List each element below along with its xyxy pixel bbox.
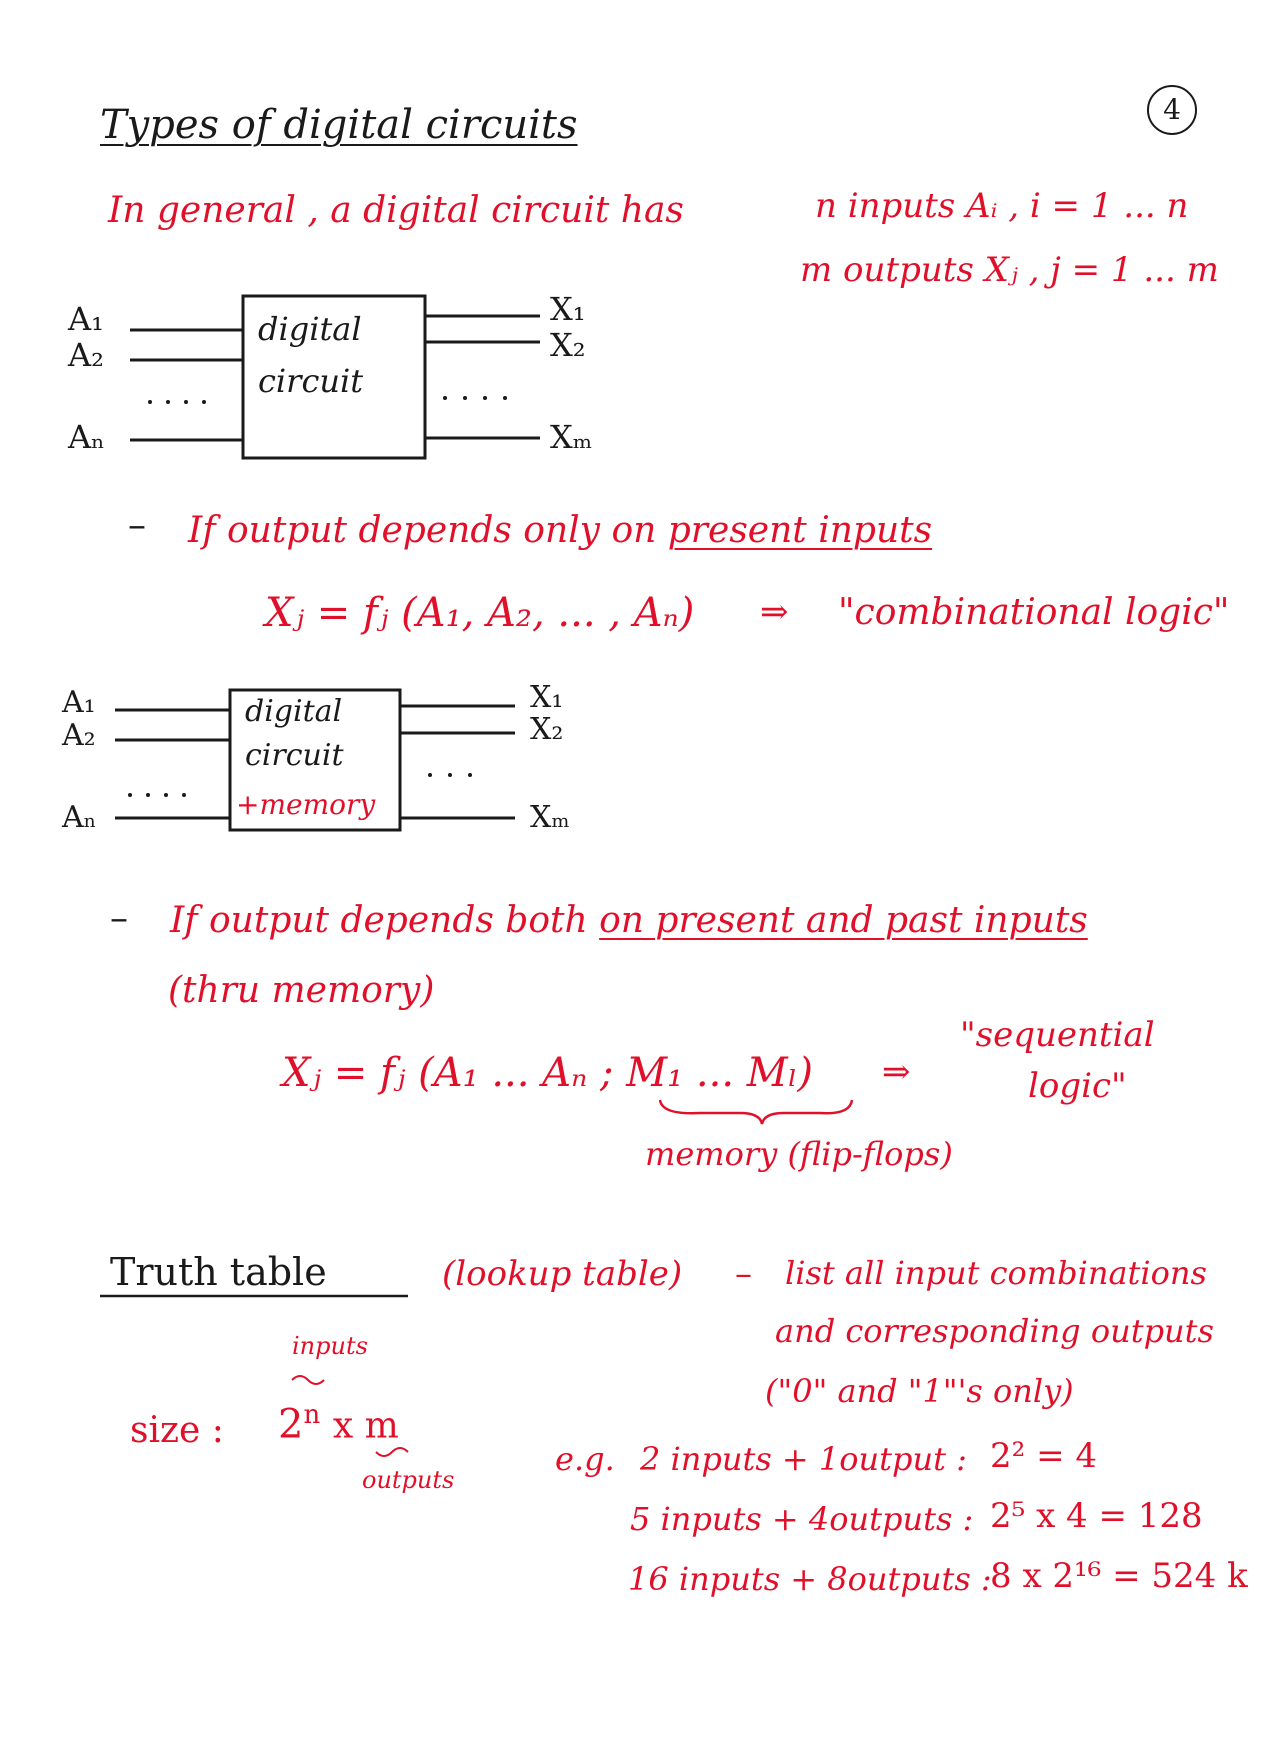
sequential-name-line2: logic" — [1028, 1066, 1127, 1106]
truth-table-desc-line1: list all input combinations — [785, 1254, 1207, 1292]
diagram1-box-line1: digital — [258, 310, 362, 348]
sequential-dash: – — [110, 898, 128, 939]
diagram2-box-line2: circuit — [245, 738, 344, 773]
combinational-statement — [188, 510, 932, 551]
example-case-2: 5 inputs + 4outputs : — [630, 1500, 974, 1538]
outputs-note: m outputs Xⱼ , j = 1 ... m — [800, 250, 1219, 290]
memory-brace-label: memory (flip-flops) — [645, 1135, 953, 1173]
sequential-lead: If output depends both — [170, 900, 600, 941]
diagram2-output-xm: Xₘ — [530, 800, 570, 835]
note-inputs: inputs — [292, 1332, 368, 1360]
diagram2-input-a1: A₁ — [62, 685, 96, 720]
diagram1-output-x2: X₂ — [550, 326, 586, 364]
truth-table-desc-line3: ("0" and "1"'s only) — [765, 1372, 1074, 1410]
diagram1-input-a2: A₂ — [68, 336, 104, 374]
size-exponent: n — [303, 1400, 321, 1430]
inputs-note: n inputs Aᵢ , i = 1 ... n — [815, 186, 1189, 226]
sequential-arrow: ⇒ — [882, 1052, 911, 1092]
page-number: 4 — [1147, 85, 1197, 135]
diagram2-input-a2: A₂ — [62, 718, 96, 753]
example-lead: e.g. — [555, 1440, 615, 1478]
sequential-underlined: on present and past inputs — [599, 900, 1088, 941]
example-calc-2: 2⁵ x 4 = 128 — [990, 1496, 1203, 1536]
example-case-1: 2 inputs + 1output : — [640, 1440, 967, 1478]
combinational-formula: Xⱼ = fⱼ (A₁, A₂, ... , Aₙ) — [265, 590, 695, 636]
diagram2-box-line1: digital — [245, 694, 343, 729]
diagram2-input-an: Aₙ — [62, 800, 97, 835]
example-case-3: 16 inputs + 8outputs : — [628, 1560, 992, 1598]
memory-brace — [660, 1100, 852, 1124]
truth-table-dash: – — [735, 1254, 752, 1294]
combinational-underlined: present inputs — [667, 510, 933, 551]
diagram2-box-memory: +memory — [236, 788, 376, 821]
size-times: x m — [332, 1405, 399, 1447]
combinational-dash: – — [128, 505, 146, 546]
sequential-formula: Xⱼ = fⱼ (A₁ ... Aₙ ; M₁ ... Mₗ) — [282, 1050, 814, 1096]
diagram2-output-x1: X₁ — [530, 680, 564, 715]
note-outputs: outputs — [362, 1466, 455, 1494]
diagram1-box-line2: circuit — [258, 362, 364, 400]
combinational-arrow: ⇒ — [760, 592, 789, 632]
diagram1-input-an: Aₙ — [68, 418, 105, 456]
size-label: size : — [130, 1410, 224, 1451]
example-calc-1: 2² = 4 — [990, 1436, 1097, 1476]
size-formula — [278, 1400, 399, 1447]
example-calc-3: 8 x 2¹⁶ = 524 k — [990, 1556, 1248, 1596]
sequential-name-line1: "sequential — [960, 1015, 1155, 1055]
sequential-statement — [170, 900, 1088, 941]
truth-table-paren: (lookup table) — [442, 1254, 683, 1294]
combinational-lead: If output depends only on — [188, 510, 668, 551]
truth-table-heading: Truth table — [110, 1250, 327, 1294]
page-title: Types of digital circuits — [100, 102, 578, 148]
diagram1-output-xm: Xₘ — [550, 418, 593, 456]
size-base: 2 — [278, 1401, 304, 1448]
truth-table-desc-line2: and corresponding outputs — [775, 1312, 1214, 1350]
diagram1-output-x1: X₁ — [550, 290, 586, 328]
sequential-line2: (thru memory) — [168, 970, 435, 1011]
diagram2-output-x2: X₂ — [530, 712, 564, 747]
intro-text: In general , a digital circuit has — [108, 190, 684, 231]
diagram1-input-a1: A₁ — [68, 300, 104, 338]
combinational-name: "combinational logic" — [838, 592, 1230, 633]
